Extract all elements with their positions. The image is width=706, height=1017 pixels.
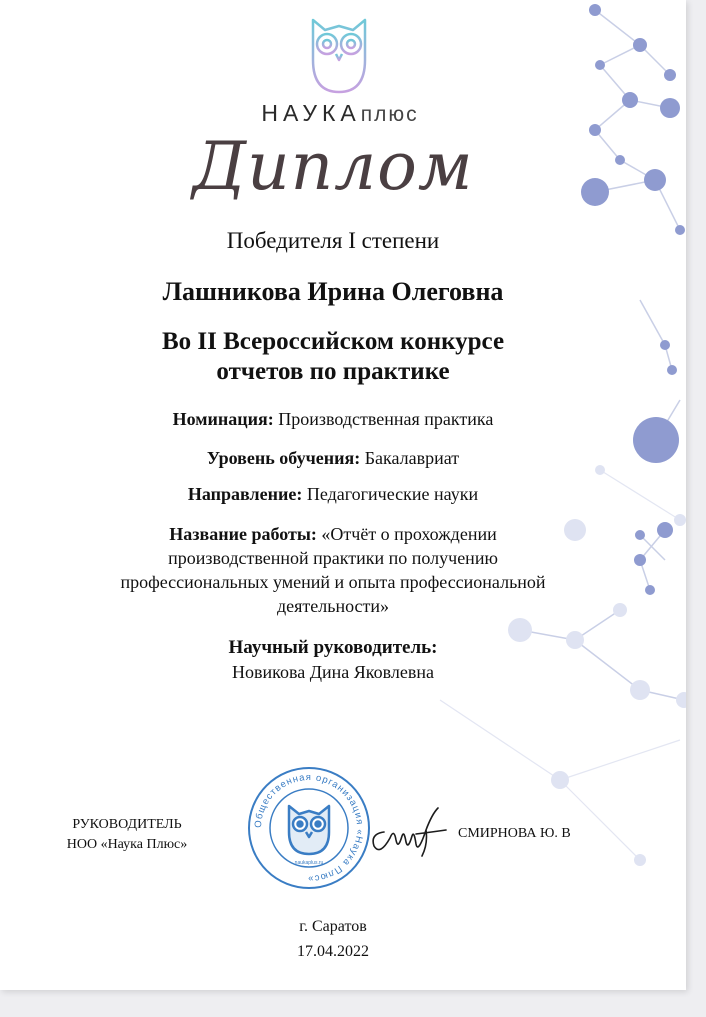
supervisor-name: Новикова Дина Яковлевна (232, 662, 434, 682)
signature-image (366, 800, 456, 860)
work-value-1: «Отчёт о прохождении (321, 524, 497, 544)
head-org: НОО «Наука Плюс» (66, 837, 188, 852)
issue-date: 17.04.2022 (297, 943, 369, 960)
work-value-4: деятельности» (276, 596, 390, 616)
supervisor-label: Научный руководитель: (228, 637, 438, 658)
level-label: Уровень обучения: (206, 448, 361, 468)
stamp-ring-text: Общественная организация «Наука Плюс» (252, 771, 366, 885)
work-label: Название работы: (169, 524, 317, 544)
stamp-site: naukaplus.ru (294, 860, 324, 866)
work-line-1 (0, 522, 666, 546)
head-position (42, 815, 212, 855)
nomination-value: Производственная практика (278, 409, 494, 429)
brand-part1: НАУКА (261, 100, 361, 126)
winner-name: Лашникова Ирина Олеговна (162, 277, 504, 306)
contest-line-1: Во II Всероссийском конкурсе (161, 328, 505, 355)
stamp-owl-icon (289, 806, 329, 854)
level-line (0, 448, 666, 469)
organization-stamp (247, 766, 371, 890)
direction-value: Педагогические науки (306, 484, 479, 504)
nomination-label: Номинация: (172, 409, 274, 429)
head-name: СМИРНОВА Ю. В (458, 826, 571, 841)
city: г. Саратов (299, 918, 367, 935)
brand-wordmark (220, 100, 460, 127)
degree-text: Победителя I степени (226, 228, 440, 253)
diploma-title: Диплом (192, 128, 474, 205)
contest-title (0, 327, 666, 387)
work-title-block (0, 522, 666, 618)
nomination-line (0, 409, 666, 430)
work-value-3: профессиональных умений и опыта профессиональной (120, 572, 546, 592)
direction-line (0, 484, 666, 505)
brand-part2: плюс (360, 103, 419, 126)
work-value-2: производственной практики по получению (168, 548, 498, 568)
owl-logo-icon (303, 14, 375, 96)
level-value: Бакалавриат (364, 448, 460, 468)
contest-line-2: отчетов по практике (216, 358, 450, 385)
head-title: РУКОВОДИТЕЛЬ (72, 817, 182, 832)
direction-label: Направление: (187, 484, 303, 504)
